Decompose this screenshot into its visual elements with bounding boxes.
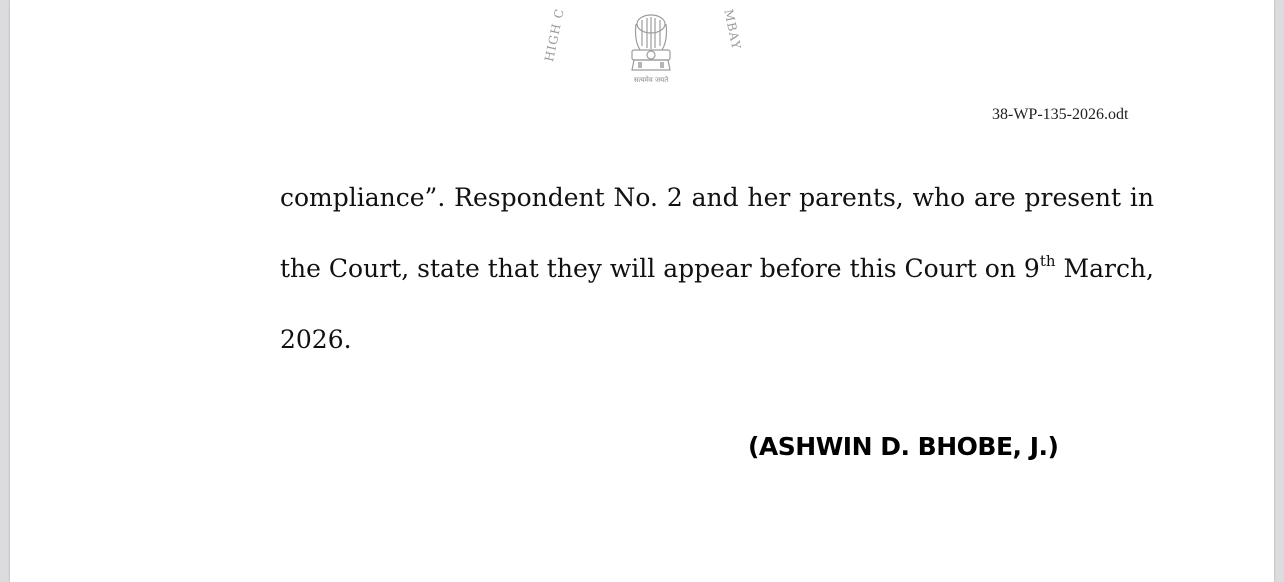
court-seal-watermark bbox=[530, 0, 770, 92]
seal-arc-left-text: HIGH C bbox=[542, 6, 567, 63]
seal-motto: सत्यमेव जयते bbox=[633, 76, 669, 84]
body-text-end: March, 2026. bbox=[280, 254, 1154, 354]
body-paragraph bbox=[280, 162, 1154, 375]
ordinal-superscript: th bbox=[1039, 251, 1056, 270]
document-page bbox=[10, 0, 1274, 582]
seal-arc-right-text: MBAY bbox=[721, 8, 744, 52]
state-emblem-icon bbox=[616, 10, 686, 86]
body-text: compliance”. Respondent No. 2 and her parents, who are present in the Court, state that they will appear before this Court on 9 bbox=[280, 183, 1154, 283]
document-file-id: 38-WP-135-2026.odt bbox=[992, 106, 1129, 123]
judge-signature: (ASHWIN D. BHOBE, J.) bbox=[748, 432, 1059, 461]
